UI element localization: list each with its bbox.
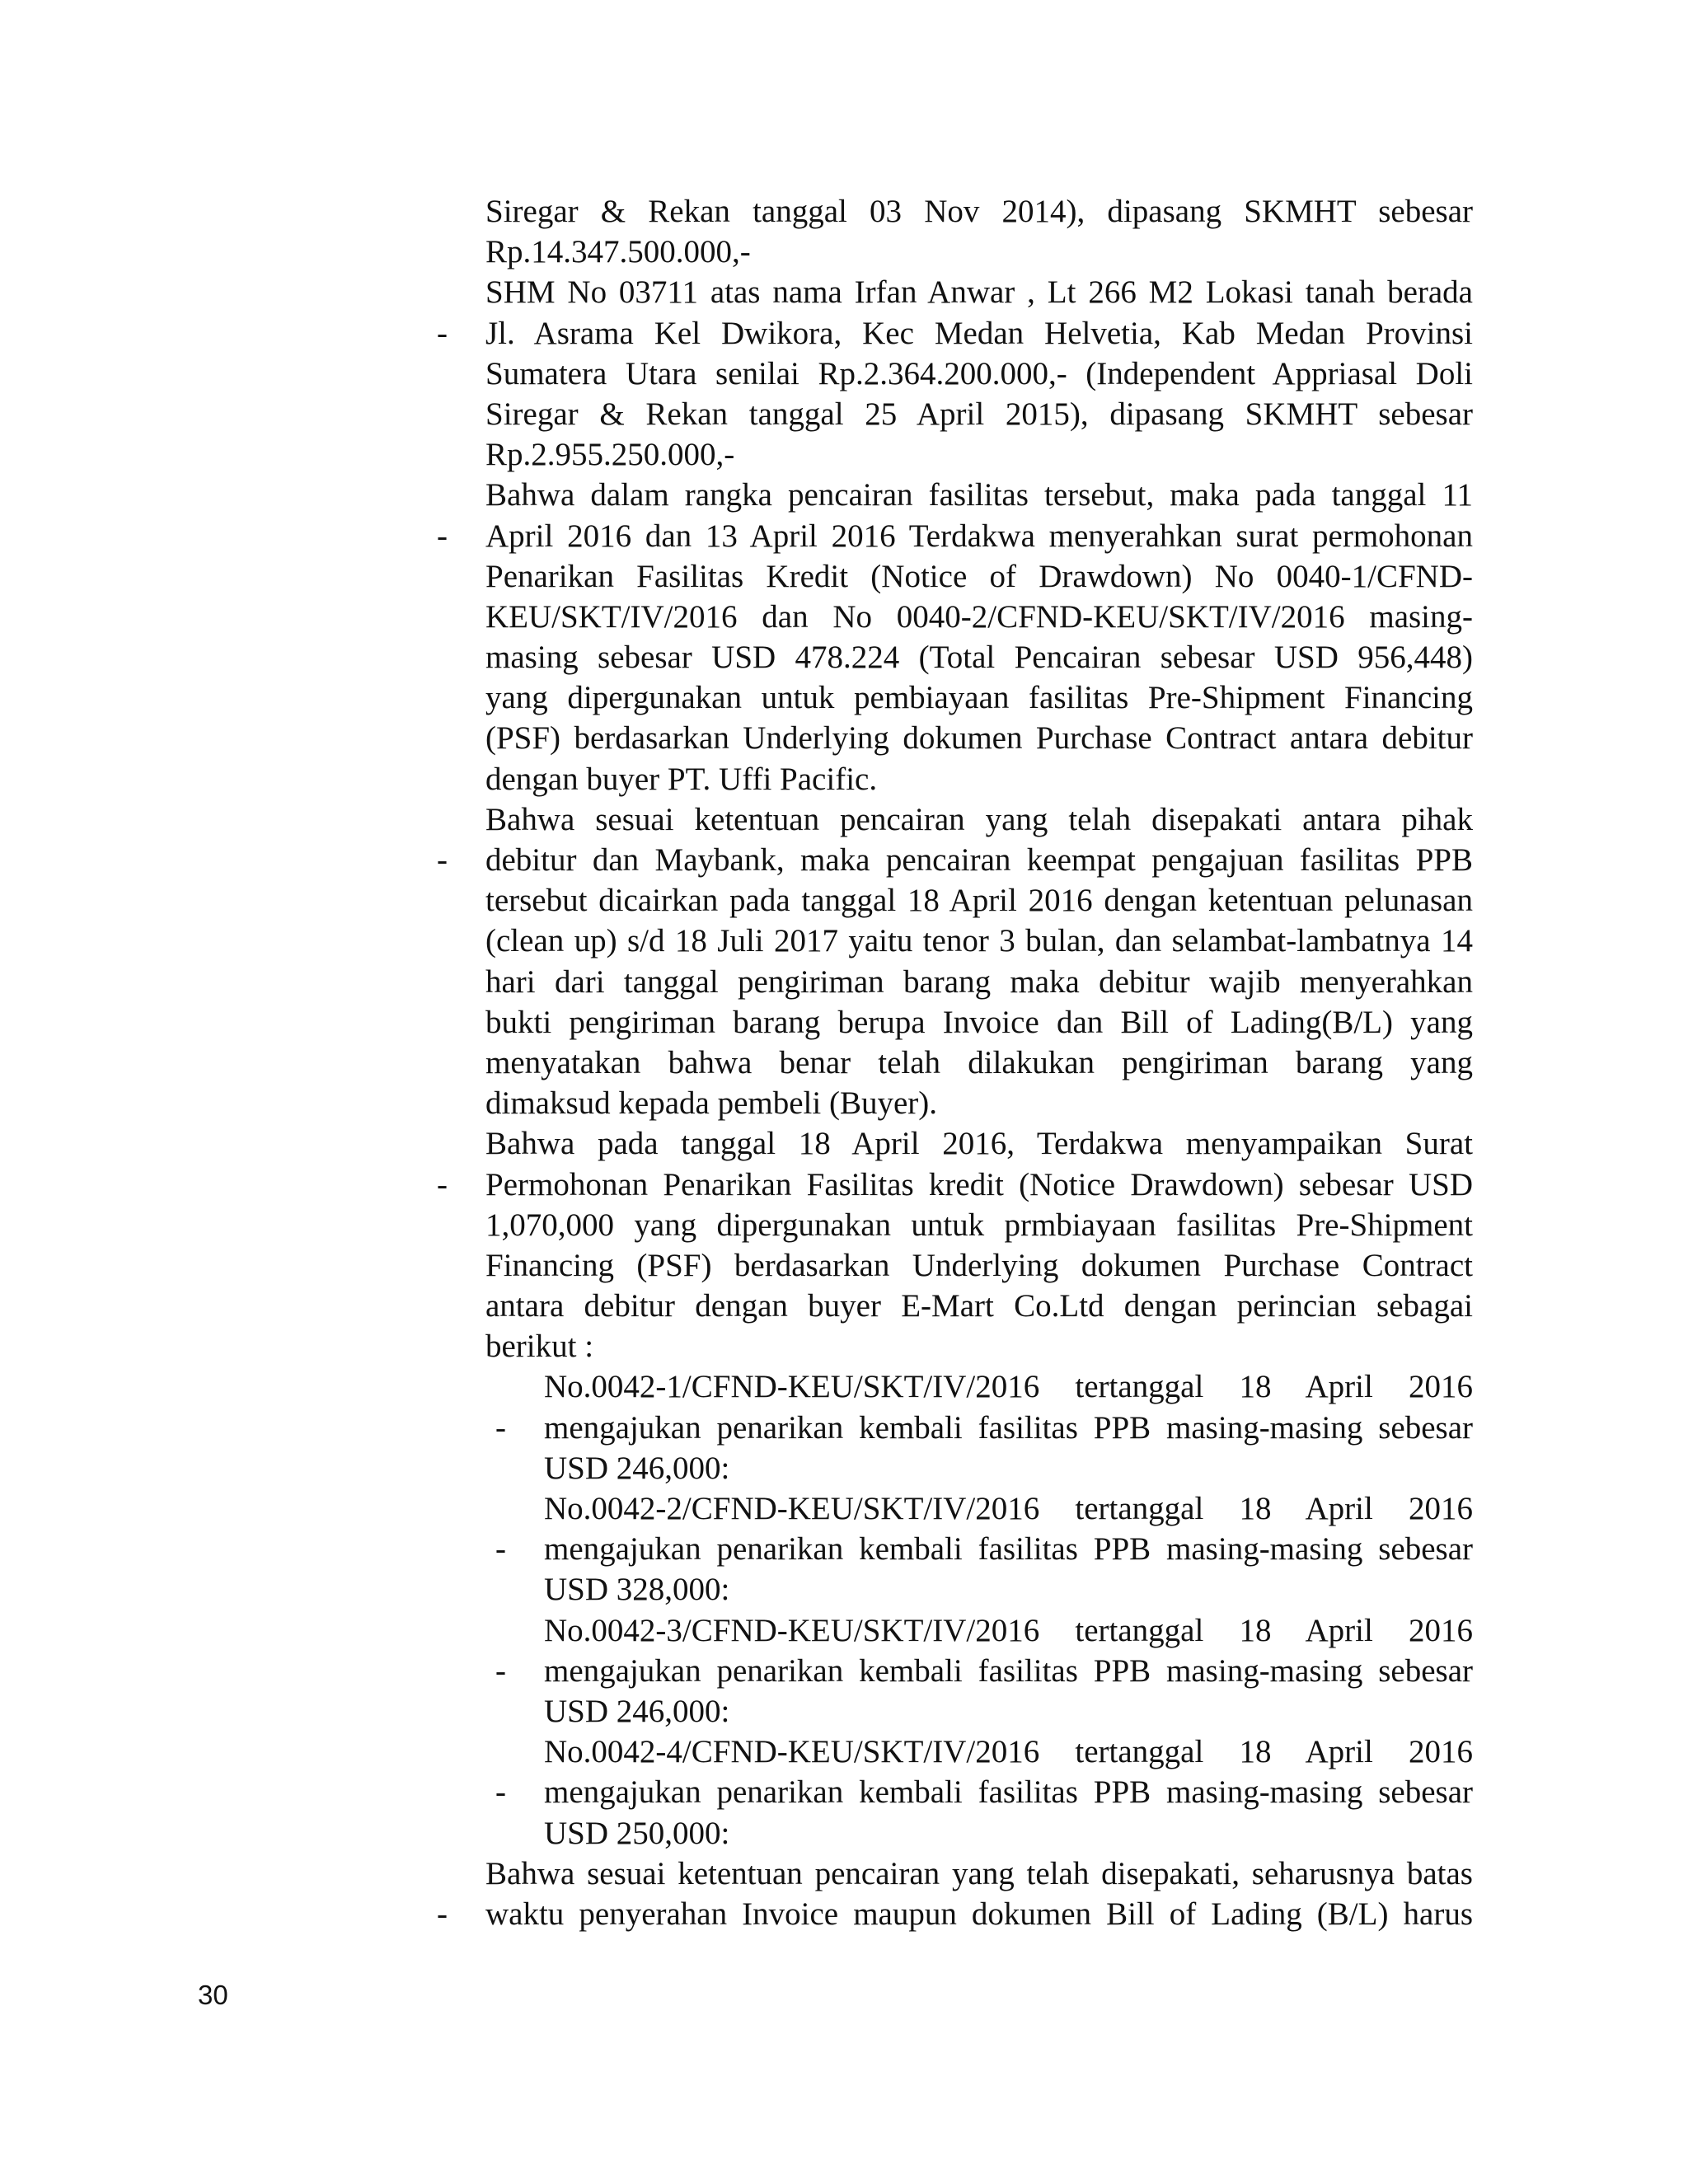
- list-bullet: -: [437, 518, 448, 554]
- text-line: Financing (PSF) berdasarkan Underlying dokumen Purchase Contract: [485, 1247, 1473, 1283]
- text-line: Rp.2.955.250.000,-: [485, 437, 735, 473]
- text-line: antara debitur dengan buyer E-Mart Co.Ltd dengan perincian sebagai: [485, 1288, 1473, 1324]
- text-line: KEU/SKT/IV/2016 dan No 0040-2/CFND-KEU/SKT/IV/2016 masing-: [485, 598, 1473, 635]
- sub-list-item: [437, 1610, 1473, 1732]
- text-line: (clean up) s/d 18 Juli 2017 yaitu tenor 3 bulan, dan selambat-lambatnya 14: [485, 923, 1473, 959]
- list-bullet: -: [437, 1166, 448, 1202]
- text-line: tersebut dicairkan pada tanggal 18 April 2016 dengan ketentuan pelunasan: [485, 883, 1473, 919]
- text-line: 1,070,000 yang dipergunakan untuk prmbiayaan fasilitas Pre-Shipment: [485, 1207, 1473, 1243]
- paragraph: [437, 191, 1473, 272]
- text-line: masing sebesar USD 478.224 (Total Pencairan sebesar USD 956,448): [485, 640, 1473, 676]
- list-bullet: -: [495, 1774, 506, 1811]
- list-bullet: -: [495, 1409, 506, 1446]
- text-line: yang dipergunakan untuk pembiayaan fasilitas Pre-Shipment Financing: [485, 680, 1473, 716]
- list-item: [437, 1123, 1473, 1366]
- sub-list-item: [437, 1732, 1473, 1854]
- text-line: No.0042-4/CFND-KEU/SKT/IV/2016 tertanggal 18 April 2016: [544, 1734, 1473, 1770]
- text-line: hari dari tanggal pengiriman barang maka debitur wajib menyerahkan: [485, 963, 1473, 1000]
- list-item: [437, 272, 1473, 475]
- text-line: Bahwa dalam rangka pencairan fasilitas tersebut, maka pada tanggal 11: [485, 477, 1473, 513]
- list-bullet: -: [495, 1652, 506, 1689]
- text-line: SHM No 03711 atas nama Irfan Anwar , Lt 266 M2 Lokasi tanah berada: [485, 274, 1473, 311]
- text-line: Jl. Asrama Kel Dwikora, Kec Medan Helvetia, Kab Medan Provinsi: [485, 315, 1473, 351]
- text-line: USD 328,000:: [544, 1572, 730, 1608]
- sub-list-item: [437, 1366, 1473, 1488]
- list-bullet: -: [437, 1896, 448, 1932]
- text-line: No.0042-1/CFND-KEU/SKT/IV/2016 tertanggal 18 April 2016: [544, 1369, 1473, 1405]
- list-item: [437, 1854, 1473, 1934]
- text-line: Penarikan Fasilitas Kredit (Notice of Drawdown) No 0040-1/CFND-: [485, 558, 1473, 594]
- text-line: Sumatera Utara senilai Rp.2.364.200.000,- (Independent Appriasal Doli: [485, 355, 1473, 391]
- text-line: debitur dan Maybank, maka pencairan keempat pengajuan fasilitas PPB: [485, 842, 1473, 878]
- text-line: dengan buyer PT. Uffi Pacific.: [485, 761, 878, 797]
- text-line: mengajukan penarikan kembali fasilitas PPB masing-masing sebesar: [544, 1531, 1473, 1568]
- text-line: dimaksud kepada pembeli (Buyer).: [485, 1085, 937, 1122]
- list-item: [437, 475, 1473, 799]
- page-number: 30: [198, 1980, 228, 2010]
- list-bullet: -: [437, 842, 448, 878]
- list-bullet: -: [495, 1531, 506, 1568]
- list-item: [437, 799, 1473, 1124]
- text-line: mengajukan penarikan kembali fasilitas PPB masing-masing sebesar: [544, 1409, 1473, 1446]
- text-line: April 2016 dan 13 April 2016 Terdakwa menyerahkan surat permohonan: [485, 518, 1473, 554]
- text-line: Bahwa sesuai ketentuan pencairan yang telah disepakati antara pihak: [485, 801, 1473, 837]
- text-line: menyatakan bahwa benar telah dilakukan pengiriman barang yang: [485, 1044, 1473, 1080]
- text-line: mengajukan penarikan kembali fasilitas PPB masing-masing sebesar: [544, 1652, 1473, 1689]
- text-line: USD 246,000:: [544, 1693, 730, 1729]
- text-line: No.0042-2/CFND-KEU/SKT/IV/2016 tertanggal 18 April 2016: [544, 1491, 1473, 1526]
- text-line: Bahwa pada tanggal 18 April 2016, Terdakwa menyampaikan Surat: [485, 1126, 1473, 1162]
- text-line: Rp.14.347.500.000,-: [485, 234, 751, 270]
- document-body: [437, 191, 1473, 1934]
- sub-list-item: [437, 1488, 1473, 1610]
- text-line: Siregar & Rekan tanggal 03 Nov 2014), dipasang SKMHT sebesar: [485, 194, 1473, 229]
- text-line: mengajukan penarikan kembali fasilitas PPB masing-masing sebesar: [544, 1774, 1473, 1811]
- text-line: bukti pengiriman barang berupa Invoice dan Bill of Lading(B/L) yang: [485, 1004, 1473, 1040]
- text-line: USD 250,000:: [544, 1815, 730, 1851]
- text-line: berikut :: [485, 1329, 594, 1365]
- text-line: USD 246,000:: [544, 1450, 730, 1486]
- text-line: Permohonan Penarikan Fasilitas kredit (Notice Drawdown) sebesar USD: [485, 1166, 1473, 1202]
- text-line: (PSF) berdasarkan Underlying dokumen Purchase Contract antara debitur: [485, 720, 1473, 757]
- text-line: No.0042-3/CFND-KEU/SKT/IV/2016 tertanggal 18 April 2016: [544, 1612, 1473, 1648]
- list-bullet: -: [437, 315, 448, 351]
- text-line: waktu penyerahan Invoice maupun dokumen Bill of Lading (B/L) harus: [485, 1896, 1473, 1932]
- text-line: Siregar & Rekan tanggal 25 April 2015), dipasang SKMHT sebesar: [485, 396, 1473, 432]
- text-line: Bahwa sesuai ketentuan pencairan yang telah disepakati, seharusnya batas: [485, 1855, 1473, 1891]
